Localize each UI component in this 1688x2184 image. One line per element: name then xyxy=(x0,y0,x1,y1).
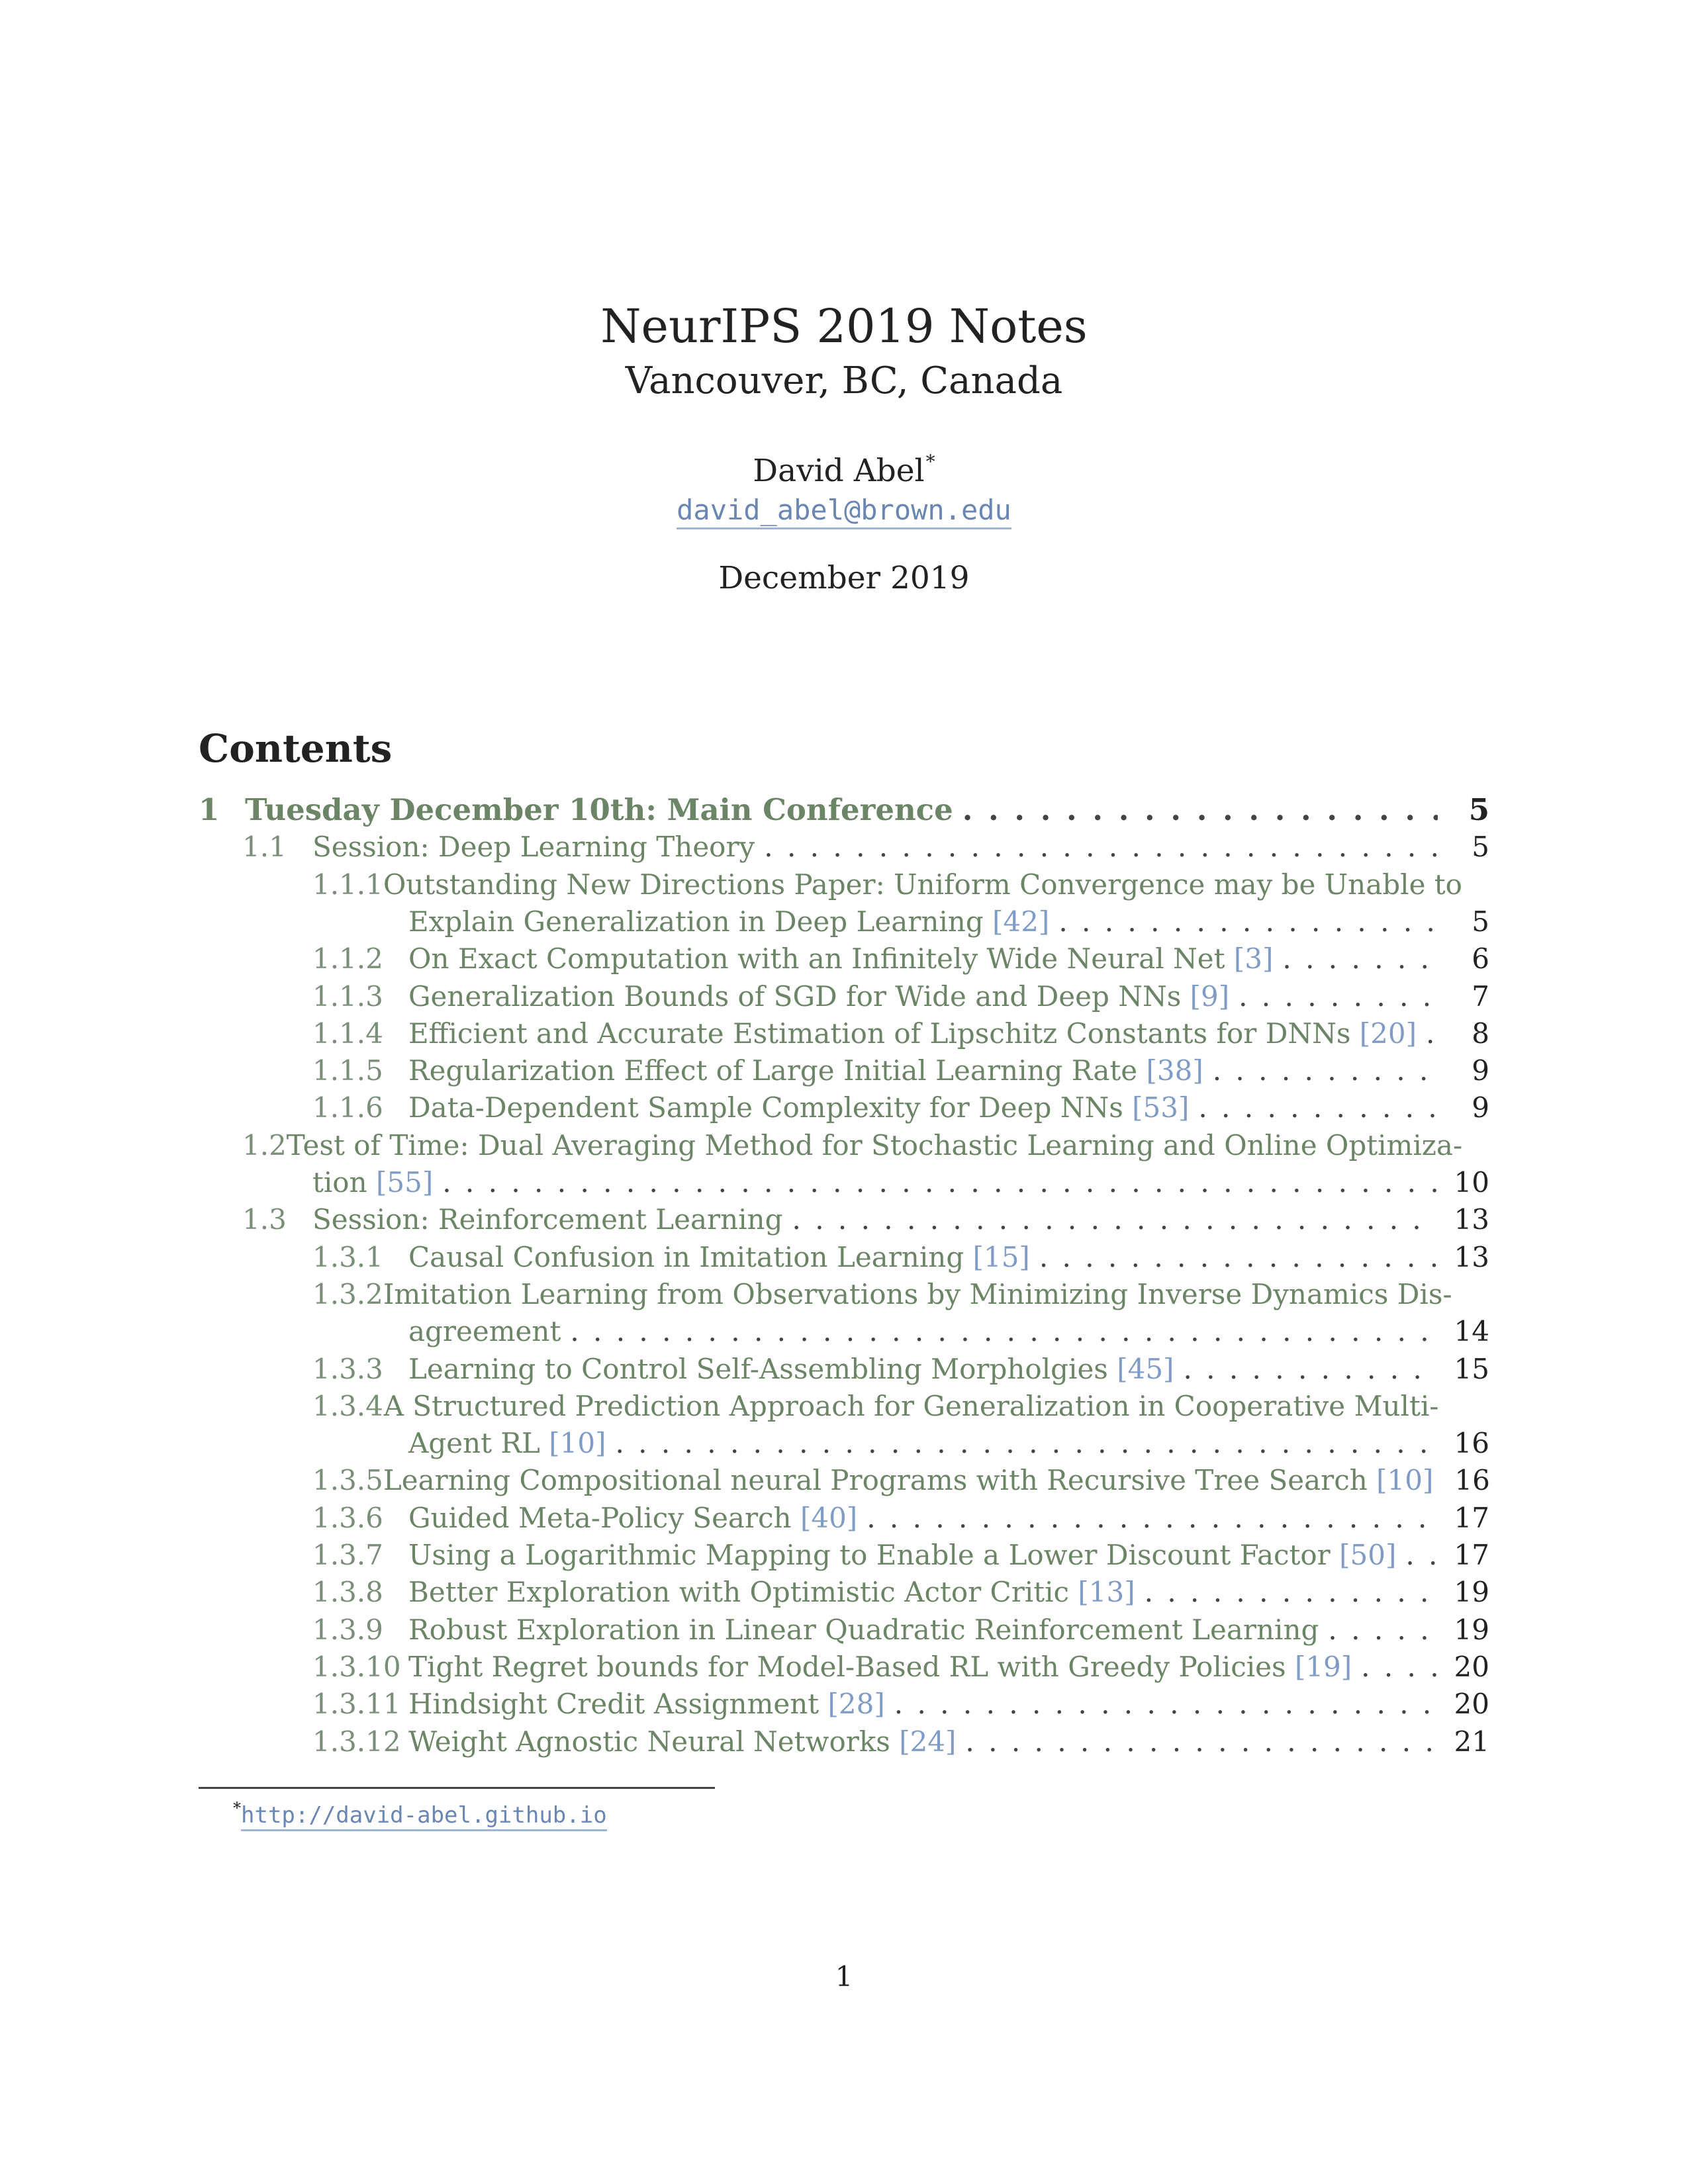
footnote-mark: * xyxy=(233,1799,241,1817)
toc-entry[interactable] xyxy=(242,829,1489,866)
author-footnote-mark[interactable]: * xyxy=(925,451,935,473)
toc-entry-citation[interactable]: [42] xyxy=(992,905,1050,938)
toc-entry-title[interactable]: Robust Exploration in Linear Quadratic Reinforcement Learning xyxy=(408,1614,1319,1646)
toc-entry[interactable] xyxy=(242,1201,1489,1238)
toc-entry[interactable] xyxy=(408,1425,1489,1462)
author-name: David Abel xyxy=(753,453,925,489)
toc-entry-title[interactable]: On Exact Computation with an Infinitely Wide Neural Net xyxy=(408,942,1225,975)
toc-entry-citation[interactable]: [15] xyxy=(972,1241,1030,1273)
toc-entry[interactable] xyxy=(312,1052,1489,1089)
toc-entry-number: 1.1.5 xyxy=(312,1054,383,1087)
toc-entry-number: 1.3.2 xyxy=(312,1278,383,1310)
toc-entry-title[interactable]: Explain Generalization in Deep Learning xyxy=(408,905,984,938)
toc-leader-dots xyxy=(962,792,1438,829)
toc-entry[interactable] xyxy=(312,1164,1489,1201)
toc-entry-title[interactable]: Regularization Effect of Large Initial Learning Rate xyxy=(408,1054,1138,1087)
toc-entry-title[interactable]: Learning Compositional neural Programs with Recursive Tree Search xyxy=(383,1464,1368,1496)
toc-entry[interactable] xyxy=(312,1351,1489,1388)
toc-leader-dots xyxy=(1058,903,1438,940)
toc-entry-number: 1.3.11 xyxy=(312,1688,401,1720)
toc-entry-title[interactable]: Tight Regret bounds for Model-Based RL with Greedy Policies xyxy=(408,1651,1286,1683)
toc-leader-dots xyxy=(1039,1239,1438,1276)
toc-leader-dots xyxy=(1361,1649,1438,1686)
footnote-rule xyxy=(199,1787,715,1789)
page-number: 1 xyxy=(835,1960,853,1993)
author-email-line xyxy=(0,496,1688,524)
toc-entry[interactable] xyxy=(408,903,1489,940)
toc-entry-title[interactable]: Better Exploration with Optimistic Actor Critic xyxy=(408,1576,1070,1608)
toc-entry-page[interactable]: 19 xyxy=(1454,1576,1489,1608)
toc-entry-citation[interactable]: [40] xyxy=(800,1502,858,1534)
toc-leader-dots xyxy=(1282,940,1438,978)
toc-entry-citation[interactable]: [3] xyxy=(1233,942,1274,975)
toc-leader-dots xyxy=(1213,1052,1438,1089)
toc-entry-citation[interactable]: [45] xyxy=(1117,1353,1174,1385)
toc-entry[interactable] xyxy=(312,1239,1489,1276)
toc-entry-citation[interactable]: [20] xyxy=(1359,1017,1417,1050)
toc-entry-number: 1.1.4 xyxy=(312,1017,383,1050)
toc-leader-dots xyxy=(1426,1015,1438,1052)
toc-entry-number: 1 xyxy=(199,792,220,827)
toc-leader-dots xyxy=(1183,1351,1438,1388)
toc-entry-title[interactable]: Learning to Control Self-Assembling Morpholgies xyxy=(408,1353,1108,1385)
toc-entry-title[interactable]: Agent RL xyxy=(408,1427,540,1459)
toc-entry-page[interactable]: 13 xyxy=(1454,1203,1489,1236)
toc-entry[interactable] xyxy=(312,1537,1489,1574)
toc-entry[interactable] xyxy=(312,1089,1489,1126)
toc-entry-title[interactable]: Test of Time: Dual Averaging Method for Stochastic Learning and Online Optimiza- xyxy=(286,1129,1463,1161)
toc-entry-page[interactable]: 14 xyxy=(1454,1315,1489,1347)
toc-entry-page[interactable]: 20 xyxy=(1454,1651,1489,1683)
toc-entry-title[interactable]: agreement xyxy=(408,1315,561,1347)
toc-entry[interactable] xyxy=(312,1388,1489,1425)
toc-entry-page[interactable]: 10 xyxy=(1454,1166,1489,1199)
toc-leader-dots xyxy=(570,1313,1438,1350)
toc-entry-title[interactable]: Generalization Bounds of SGD for Wide and Deep NNs xyxy=(408,980,1182,1013)
toc-entry-citation[interactable]: [10] xyxy=(1376,1464,1434,1496)
toc-entry-page[interactable]: 20 xyxy=(1454,1688,1489,1720)
toc-entry-title[interactable]: Imitation Learning from Observations by Minimizing Inverse Dynamics Dis- xyxy=(383,1278,1452,1310)
toc-leader-dots xyxy=(1198,1089,1438,1126)
toc-entry-citation[interactable]: [9] xyxy=(1190,980,1230,1013)
toc-leader-dots xyxy=(615,1425,1438,1462)
toc-entry-page[interactable]: 15 xyxy=(1454,1353,1489,1385)
toc-entry-page[interactable]: 9 xyxy=(1472,1091,1489,1124)
toc-entry[interactable] xyxy=(312,1649,1489,1686)
contents-heading: Contents xyxy=(199,726,393,771)
footnote xyxy=(233,1800,607,1827)
toc-entry-title[interactable]: Hindsight Credit Assignment xyxy=(408,1688,820,1720)
toc-entry-number: 1.1.3 xyxy=(312,980,383,1013)
toc-entry-title[interactable]: Efficient and Accurate Estimation of Lipschitz Constants for DNNs xyxy=(408,1017,1351,1050)
author-line xyxy=(0,451,1688,489)
toc-leader-dots xyxy=(1328,1612,1438,1649)
toc-entry[interactable] xyxy=(312,1015,1489,1052)
toc-entry-number: 1.3.3 xyxy=(312,1353,383,1385)
toc-entry[interactable] xyxy=(312,1276,1489,1313)
toc-entry-page[interactable]: 9 xyxy=(1472,1054,1489,1087)
toc-entry-page[interactable]: 7 xyxy=(1472,980,1489,1013)
toc-entry-title[interactable]: Causal Confusion in Imitation Learning xyxy=(408,1241,964,1273)
toc-entry-citation[interactable]: [55] xyxy=(376,1166,434,1199)
toc-entry-number: 1.1.2 xyxy=(312,942,383,975)
toc-entry-citation[interactable]: [38] xyxy=(1146,1054,1203,1087)
toc-entry-title[interactable]: tion xyxy=(312,1166,367,1199)
toc-leader-dots xyxy=(1239,978,1438,1015)
toc-entry-citation[interactable]: [28] xyxy=(827,1688,885,1720)
toc-entry-citation[interactable]: [50] xyxy=(1339,1539,1397,1571)
toc-leader-dots xyxy=(1405,1537,1438,1574)
toc-entry[interactable] xyxy=(312,1462,1489,1499)
toc-entry-page[interactable]: 19 xyxy=(1454,1614,1489,1646)
toc-entry-page[interactable]: 13 xyxy=(1454,1241,1489,1273)
toc-entry[interactable] xyxy=(312,866,1489,903)
toc-entry-title[interactable]: Guided Meta-Policy Search xyxy=(408,1502,792,1534)
paper-date: December 2019 xyxy=(718,560,970,596)
toc-entry[interactable] xyxy=(312,1574,1489,1611)
toc-entry[interactable] xyxy=(312,940,1489,978)
toc-entry[interactable] xyxy=(242,1127,1489,1164)
toc-entry-number: 1.3.7 xyxy=(312,1539,383,1571)
toc-entry-page[interactable]: 17 xyxy=(1454,1539,1489,1571)
toc-entry-title[interactable]: Data-Dependent Sample Complexity for Deep NNs xyxy=(408,1091,1123,1124)
toc-entry-page[interactable]: 17 xyxy=(1454,1502,1489,1534)
toc-entry[interactable] xyxy=(312,1500,1489,1537)
toc-leader-dots xyxy=(764,829,1438,866)
toc-entry-number: 1.3.12 xyxy=(312,1725,401,1758)
toc-entry-number: 1.1.6 xyxy=(312,1091,383,1124)
toc-entry-page[interactable]: 16 xyxy=(1454,1427,1489,1459)
toc-entry-citation[interactable]: [24] xyxy=(899,1725,957,1758)
toc-entry-number: 1.3.4 xyxy=(312,1390,383,1422)
toc-leader-dots xyxy=(965,1723,1438,1760)
toc-leader-dots xyxy=(894,1686,1438,1723)
toc-entry-page[interactable]: 21 xyxy=(1454,1725,1489,1758)
paper-subtitle: Vancouver, BC, Canada xyxy=(625,359,1063,402)
toc-entry-number: 1.3.5 xyxy=(312,1464,383,1496)
toc-entry-number: 1.1 xyxy=(242,831,287,863)
toc-entry-title[interactable]: Tuesday December 10th: Main Conference xyxy=(245,792,953,827)
paper-title: NeurIPS 2019 Notes xyxy=(600,299,1088,353)
toc-entry-citation[interactable]: [53] xyxy=(1132,1091,1190,1124)
toc-entry-page[interactable]: 8 xyxy=(1472,1017,1489,1050)
toc-entry-number: 1.3.1 xyxy=(312,1241,383,1273)
toc-entry-number: 1.3.10 xyxy=(312,1651,401,1683)
toc-entry-citation[interactable]: [19] xyxy=(1294,1651,1352,1683)
toc-entry[interactable] xyxy=(312,1723,1489,1760)
toc-entry-title[interactable]: Weight Agnostic Neural Networks xyxy=(408,1725,890,1758)
toc-entry-page[interactable]: 5 xyxy=(1472,905,1489,938)
toc-entry-title[interactable]: Outstanding New Directions Paper: Uniform Convergence may be Unable to xyxy=(383,868,1462,901)
author-email-link[interactable]: david_abel@brown.edu xyxy=(677,494,1011,529)
toc-entry[interactable] xyxy=(312,1686,1489,1723)
toc-entry-title[interactable]: A Structured Prediction Approach for Generalization in Cooperative Multi- xyxy=(383,1390,1439,1422)
toc-entry-number: 1.2 xyxy=(242,1129,287,1161)
toc-entry-number: 1.3.8 xyxy=(312,1576,383,1608)
toc-entry-title[interactable]: Using a Logarithmic Mapping to Enable a Lower Discount Factor xyxy=(408,1539,1331,1571)
toc-entry-title[interactable]: Session: Deep Learning Theory xyxy=(312,831,755,863)
toc-entry-number: 1.1.1 xyxy=(312,868,383,901)
toc-entry-page[interactable]: 6 xyxy=(1472,942,1489,975)
toc-entry-number: 1.3.6 xyxy=(312,1502,383,1534)
toc-entry-number: 1.3 xyxy=(242,1203,287,1236)
toc-leader-dots xyxy=(1145,1574,1438,1611)
toc-entry-page[interactable]: 5 xyxy=(1472,831,1489,863)
toc-entry-page[interactable]: 5 xyxy=(1468,792,1489,827)
footnote-url-link[interactable]: http://david-abel.github.io xyxy=(241,1802,607,1831)
toc-leader-dots xyxy=(867,1500,1438,1537)
toc-entry-title[interactable]: Session: Reinforcement Learning xyxy=(312,1203,783,1236)
toc-leader-dots xyxy=(442,1164,1438,1201)
toc-entry-page[interactable]: 16 xyxy=(1454,1464,1490,1496)
toc-entry[interactable] xyxy=(312,1612,1489,1649)
toc-entry-number: 1.3.9 xyxy=(312,1614,383,1646)
toc-leader-dots xyxy=(792,1201,1438,1238)
toc-entry-citation[interactable]: [10] xyxy=(549,1427,606,1459)
toc-entry[interactable] xyxy=(408,1313,1489,1350)
toc-entry[interactable] xyxy=(312,978,1489,1015)
toc-entry[interactable] xyxy=(199,792,1489,829)
toc-entry-citation[interactable]: [13] xyxy=(1078,1576,1135,1608)
